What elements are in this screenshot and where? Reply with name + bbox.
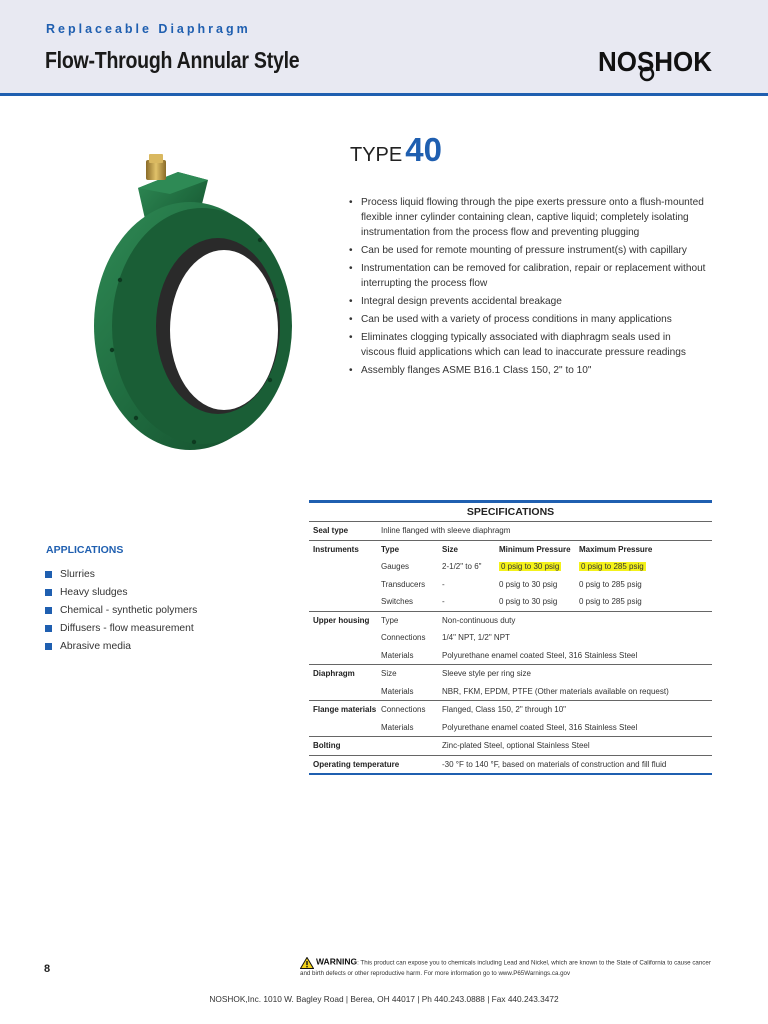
table-row (309, 522, 712, 541)
spec-label: Bolting (309, 737, 377, 756)
application-item: Diffusers - flow measurement (45, 620, 197, 638)
table-row (309, 665, 712, 683)
header-rule (0, 93, 768, 96)
column-header: Maximum Pressure (575, 540, 712, 558)
table-row (309, 701, 712, 719)
spec-cell: 2-1/2" to 6" (442, 562, 482, 572)
spec-cell: - (442, 579, 445, 589)
type-number: 40 (405, 131, 442, 168)
spec-label: Instruments (309, 540, 377, 558)
spec-label: Flange materials (309, 701, 377, 719)
feature-item: • Instrumentation can be removed for calibration, repair or replacement without interrupting the process flow (346, 261, 706, 291)
spec-key: Materials (381, 686, 414, 696)
table-row (309, 611, 712, 629)
spec-cell: 0 psig to 285 psig (579, 597, 642, 607)
spec-key: Type (377, 611, 438, 629)
table-row (309, 629, 712, 647)
spec-cell: 0 psig to 30 psig (499, 597, 558, 607)
column-header: Size (438, 540, 495, 558)
spec-key: Materials (381, 722, 414, 732)
annular-diaphragm-seal-image (90, 150, 300, 450)
feature-item: • Can be used for remote mounting of pressure instrument(s) with capillary (346, 243, 706, 258)
page-title: Flow-Through Annular Style (45, 47, 300, 73)
table-row (309, 683, 712, 701)
spec-value: -30 °F to 140 °F, based on materials of construction and fill fluid (438, 755, 712, 773)
spec-value: Sleeve style per ring size (438, 665, 712, 683)
spec-cell: Switches (381, 597, 414, 607)
specifications-table (309, 500, 712, 775)
application-item: Slurries (45, 566, 197, 584)
spec-bottom-rule (309, 773, 712, 775)
feature-item: • Assembly flanges ASME B16.1 Class 150, 2" to 10" (346, 363, 706, 378)
spec-cell: - (442, 597, 445, 607)
table-row (309, 719, 712, 737)
spec-title: SPECIFICATIONS (466, 506, 555, 518)
table-row (309, 540, 712, 558)
spec-value: NBR, FKM, EPDM, PTFE (Other materials available on request) (442, 686, 669, 696)
warning-label: WARNING (316, 956, 358, 967)
highlighted-min-pressure: 0 psig to 30 psig (501, 562, 560, 572)
spec-value: Flanged, Class 150, 2" through 10" (438, 701, 712, 719)
column-header: Minimum Pressure (495, 540, 575, 558)
company-address: NOSHOK,Inc. 1010 W. Bagley Road | Berea, OH 44017 | Ph 440.243.0888 | Fax 440.243.3472 (209, 994, 559, 1004)
spec-key: Connections (381, 633, 426, 643)
feature-item: • Can be used with a variety of process conditions in many applications (346, 312, 706, 327)
spec-value: Inline flanged with sleeve diaphragm (377, 522, 712, 541)
spec-key: Size (377, 665, 438, 683)
warning-text: : This product can expose you to chemicals including Lead and Nickel, which are known to the State of California to cause cancer and birth defects or other reproductive harm. For more information go to www.P65Warnings.ca.gov (300, 959, 711, 977)
spec-value: Polyurethane enamel coated Steel, 316 Stainless Steel (442, 722, 638, 732)
type-word: TYPE (350, 144, 403, 166)
page-number: 8 (44, 963, 51, 975)
warning-icon (300, 957, 314, 969)
type-heading (350, 131, 442, 169)
header-subtitle: Replaceable Diaphragm (46, 22, 251, 36)
feature-list (346, 195, 706, 381)
prop65-warning (300, 957, 715, 978)
spec-label: Operating temperature (309, 755, 438, 773)
column-header: Type (377, 540, 438, 558)
spec-value: Non-continuous duty (438, 611, 712, 629)
applications-title: APPLICATIONS (46, 544, 124, 556)
spec-cell: Transducers (381, 579, 426, 589)
applications-list (45, 566, 197, 656)
table-row (309, 737, 712, 756)
feature-item: • Eliminates clogging typically associated with diaphragm seals used in viscous fluid applications which can lead to inaccurate pressure readings (346, 330, 706, 360)
table-row (309, 647, 712, 665)
noshok-logo (598, 42, 714, 82)
spec-key: Connections (377, 701, 438, 719)
logo-text: NOSHOK (598, 46, 712, 77)
spec-value: Zinc-plated Steel, optional Stainless Steel (438, 737, 712, 756)
spec-cell: 0 psig to 285 psig (579, 579, 642, 589)
highlighted-max-pressure: 0 psig to 285 psig (581, 562, 644, 572)
spec-key: Materials (381, 650, 414, 660)
spec-label: Seal type (309, 522, 377, 541)
table-row (309, 558, 712, 576)
application-item: Abrasive media (45, 638, 197, 656)
spec-value: Polyurethane enamel coated Steel, 316 Stainless Steel (442, 650, 638, 660)
spec-cell: 0 psig to 30 psig (499, 579, 558, 589)
spec-value: 1/4" NPT, 1/2" NPT (442, 633, 510, 643)
table-row (309, 576, 712, 594)
spec-cell: Gauges (381, 562, 410, 572)
feature-item: • Process liquid flowing through the pipe exerts pressure onto a flush-mounted flexible inner cylinder containing clean, captive liquid; completely isolating instrumentation from the process flow and preventing plugging (346, 195, 706, 240)
spec-grid (309, 521, 712, 773)
application-item: Chemical - synthetic polymers (45, 602, 197, 620)
application-item: Heavy sludges (45, 584, 197, 602)
table-row (309, 755, 712, 773)
spec-label: Diaphragm (309, 665, 377, 683)
table-row (309, 593, 712, 611)
logo-mark (598, 42, 714, 82)
feature-item: • Integral design prevents accidental breakage (346, 294, 706, 309)
spec-label: Upper housing (309, 611, 377, 629)
